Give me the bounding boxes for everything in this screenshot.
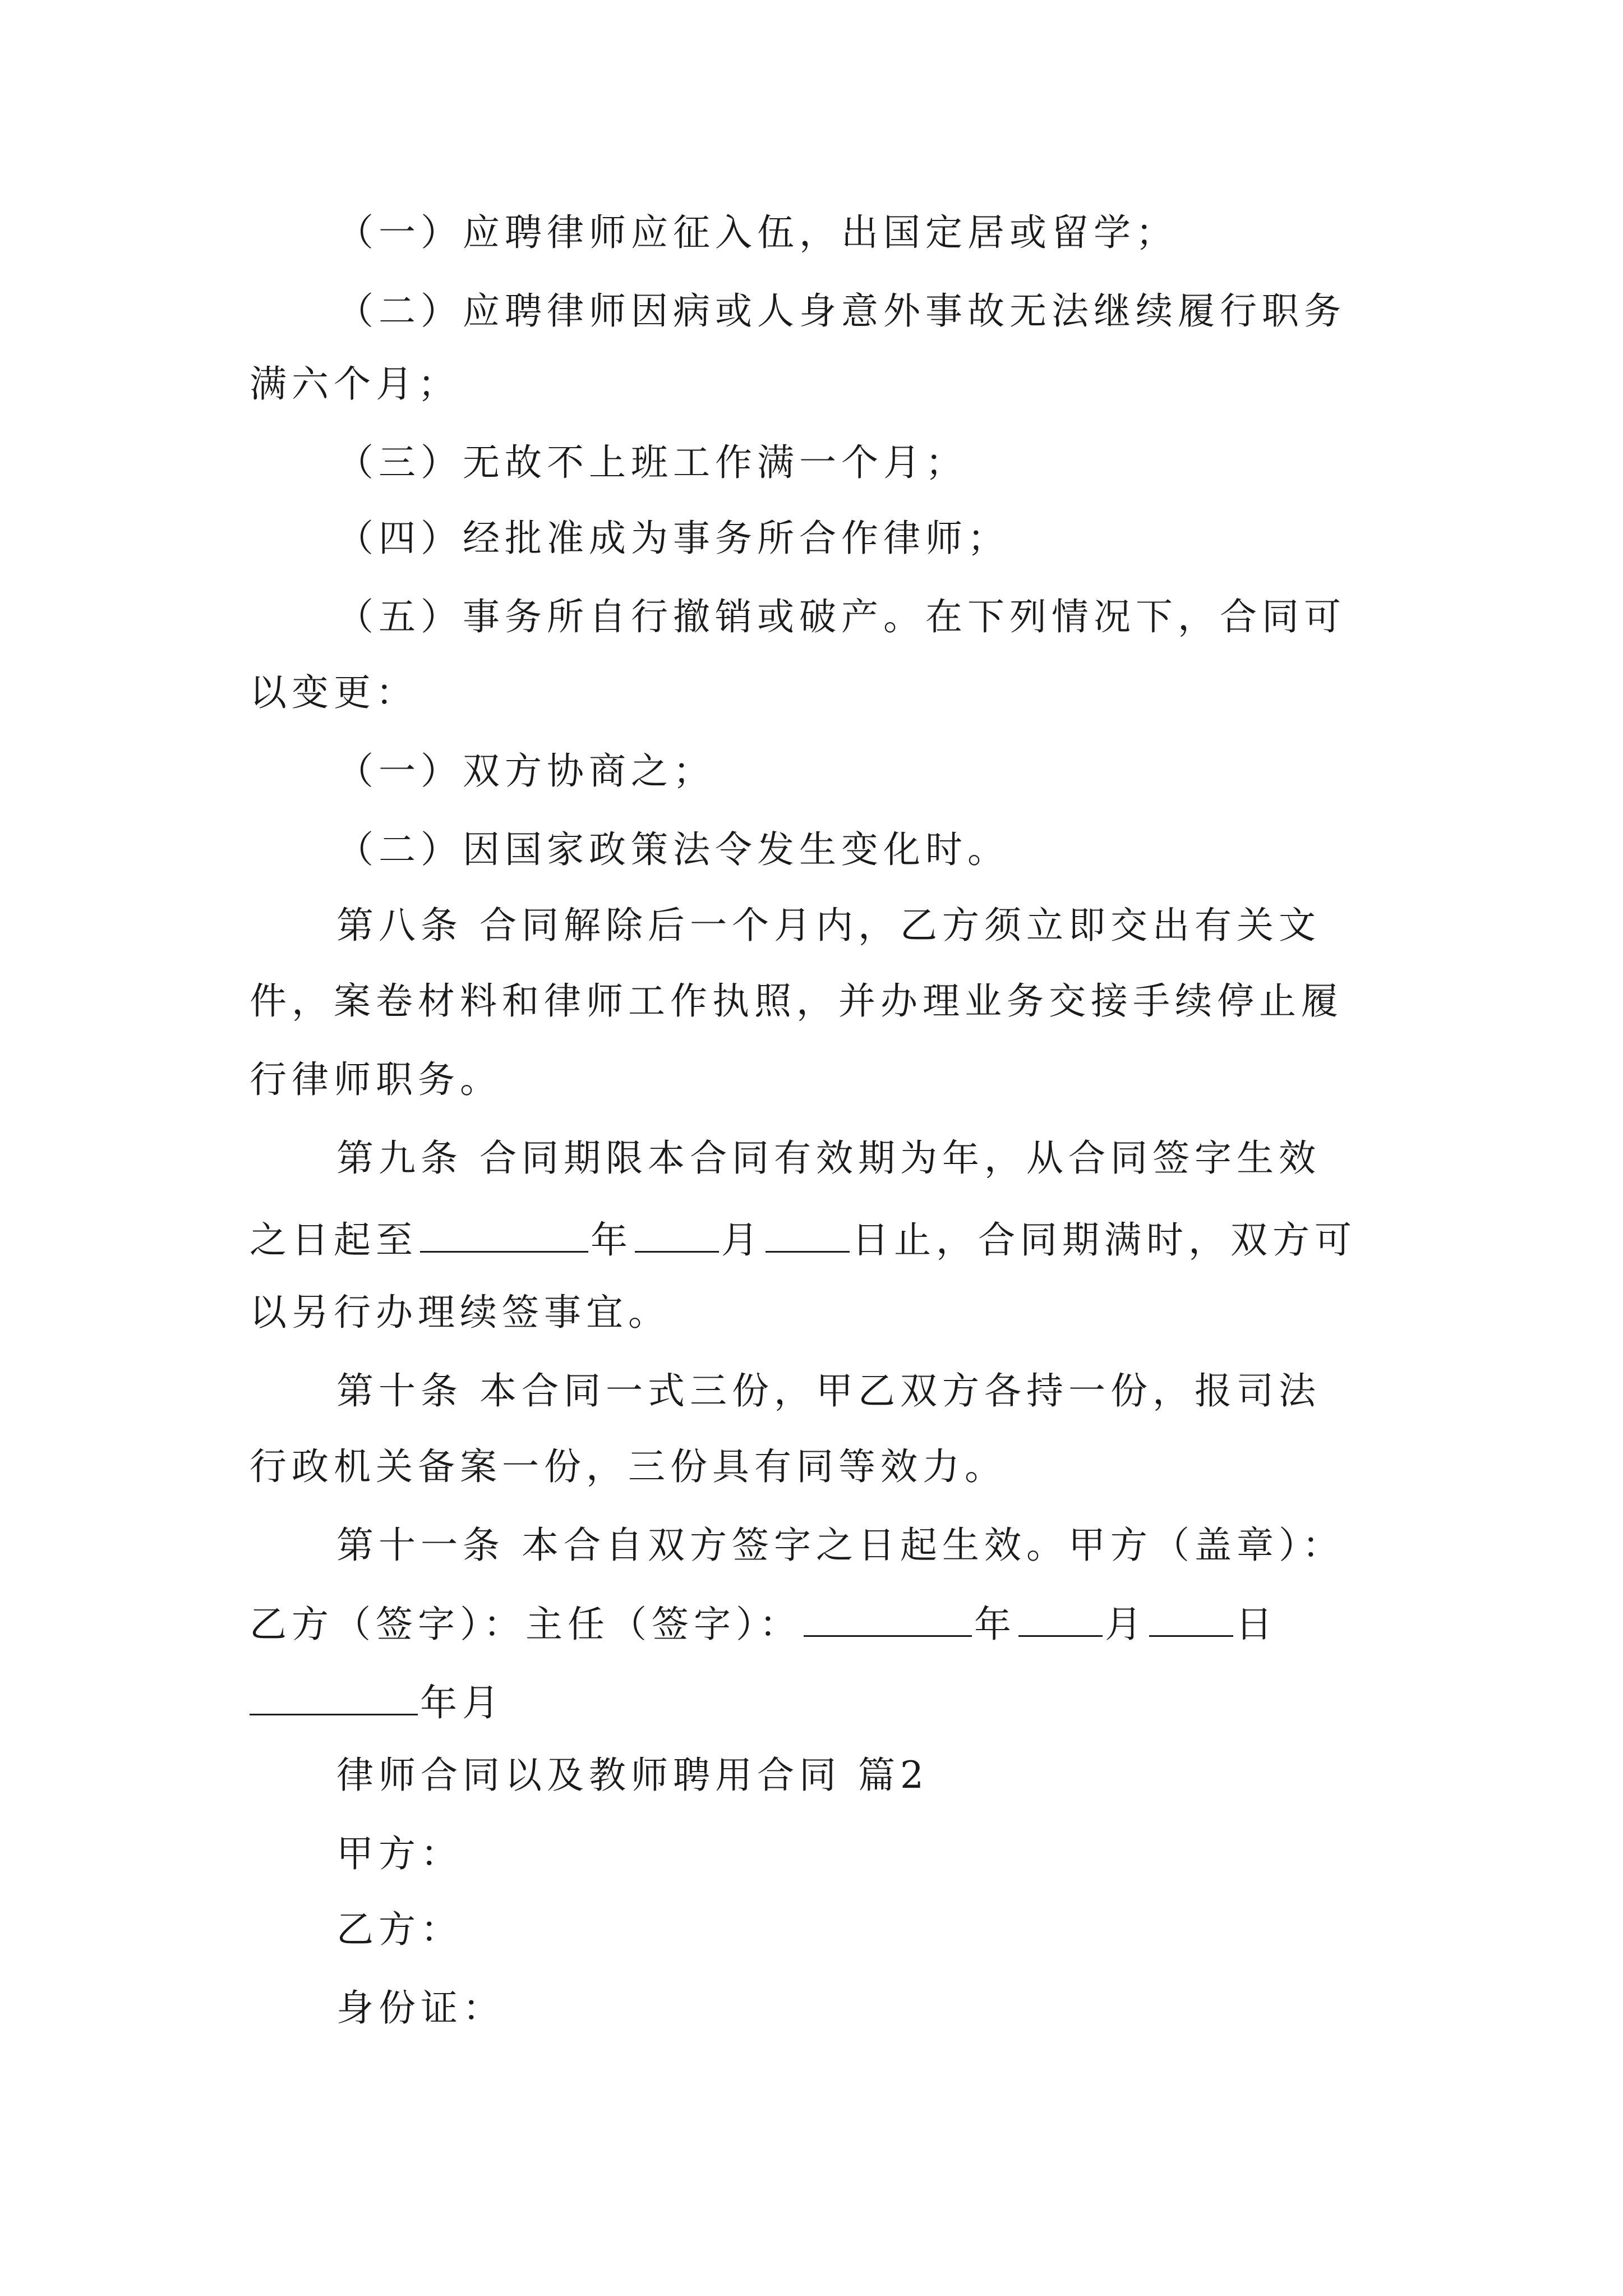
month-blank[interactable] bbox=[635, 1212, 719, 1253]
clause-5-cont: 以变更： bbox=[250, 671, 418, 714]
article-8: 第八条 合同解除后一个月内，乙方须立即交出有关文 bbox=[336, 904, 1321, 947]
signature-line bbox=[250, 1596, 1399, 1650]
article-10-cont: 行政机关备案一份，三份具有同等效力。 bbox=[250, 1445, 1007, 1488]
tail-text: 年月 bbox=[420, 1681, 504, 1724]
year-blank[interactable] bbox=[420, 1212, 588, 1253]
party-b: 乙方： bbox=[336, 1908, 463, 1951]
clause-2-cont: 满六个月； bbox=[250, 362, 460, 406]
article-8-cont-1: 件，案卷材料和律师工作执照，并办理业务交接手续停止履 bbox=[250, 979, 1343, 1023]
change-2: （二）因国家政策法令发生变化时。 bbox=[336, 828, 1009, 871]
term-month: 月 bbox=[721, 1218, 763, 1262]
article-8-cont-2: 行律师职务。 bbox=[250, 1058, 502, 1101]
article-11: 第十一条 本合自双方签字之日起生效。甲方（盖章）： bbox=[336, 1524, 1344, 1567]
tail-year-blank[interactable] bbox=[250, 1674, 418, 1715]
clause-1: （一）应聘律师应征入伍，出国定居或留学； bbox=[336, 211, 1178, 254]
sign-day: 日 bbox=[1235, 1603, 1278, 1646]
day-blank[interactable] bbox=[766, 1212, 850, 1253]
term-prefix: 之日起至 bbox=[250, 1218, 418, 1262]
article-9: 第九条 合同期限本合同有效期为年，从合同签字生效 bbox=[336, 1137, 1321, 1180]
article-9-cont: 以另行办理续签事宜。 bbox=[250, 1291, 670, 1334]
clause-2: （二）应聘律师因病或人身意外事故无法继续履行职务 bbox=[336, 289, 1346, 333]
id-card: 身份证： bbox=[336, 1986, 505, 2030]
clause-5: （五）事务所自行撤销或破产。在下列情况下，合同可 bbox=[336, 595, 1346, 638]
term-year: 年 bbox=[591, 1218, 633, 1262]
article-9-term-line bbox=[250, 1212, 1399, 1266]
section-title: 律师合同以及教师聘用合同 篇2 bbox=[336, 1754, 929, 1797]
sign-year-blank[interactable] bbox=[804, 1596, 972, 1637]
article-10: 第十条 本合同一式三份，甲乙双方各持一份，报司法 bbox=[336, 1369, 1321, 1412]
signature-prefix: 乙方（签字）：主任（签字）： bbox=[250, 1603, 801, 1646]
sign-month: 月 bbox=[1105, 1603, 1147, 1646]
party-a: 甲方： bbox=[336, 1832, 463, 1875]
clause-4: （四）经批准成为事务所合作律师； bbox=[336, 517, 1009, 560]
sign-month-blank[interactable] bbox=[1018, 1596, 1103, 1637]
date-tail-line bbox=[250, 1674, 1399, 1728]
clause-3: （三）无故不上班工作满一个月； bbox=[336, 441, 967, 484]
term-suffix: 日止，合同期满时，双方可 bbox=[852, 1218, 1357, 1262]
sign-year: 年 bbox=[974, 1603, 1016, 1646]
sign-day-blank[interactable] bbox=[1149, 1596, 1233, 1637]
change-1: （一）双方协商之； bbox=[336, 749, 715, 793]
